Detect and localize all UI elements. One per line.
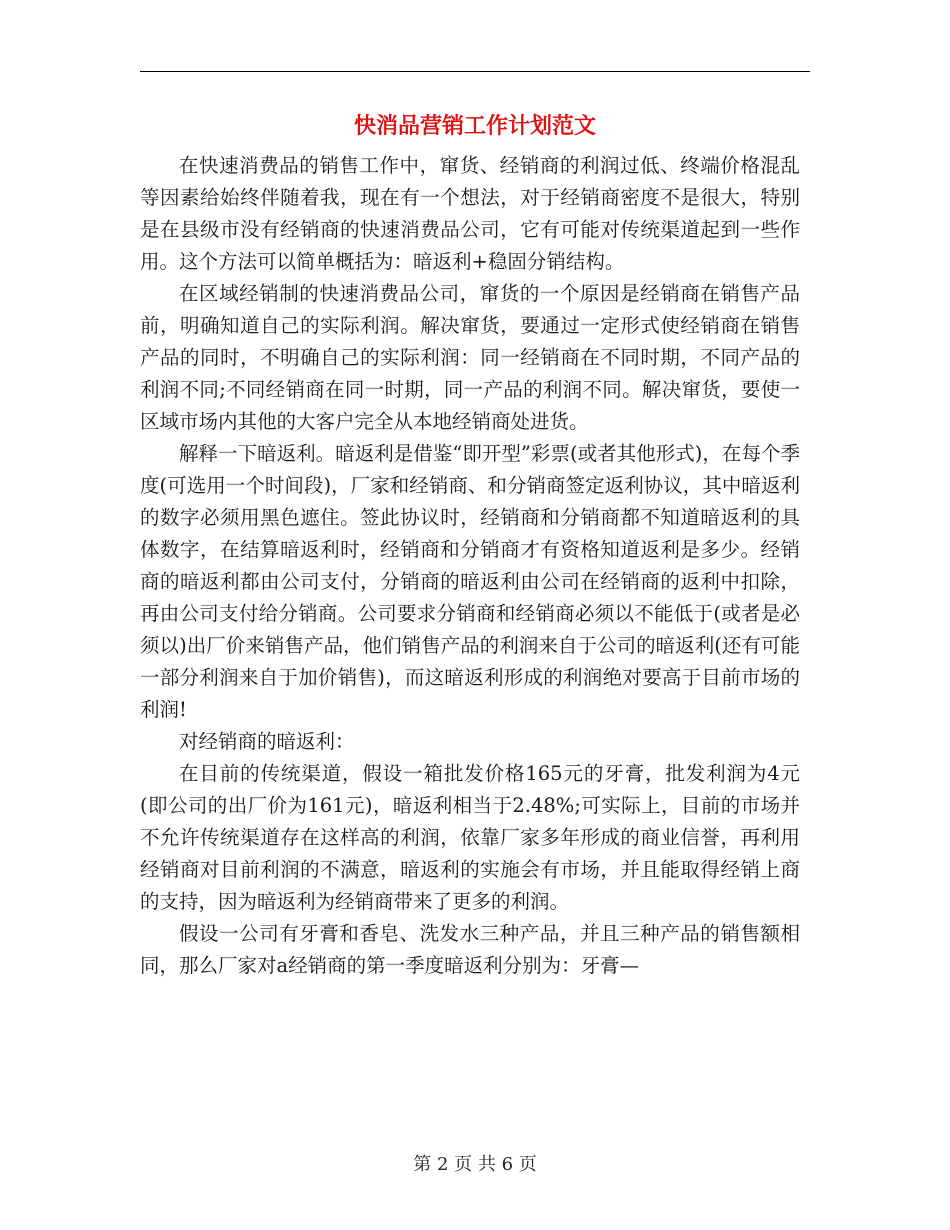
paragraph-dealer-rebate-heading: 对经销商的暗返利： (179, 730, 355, 753)
paragraph-three-products: 假设一公司有牙膏和香皂、洗发水三种产品，并且三种产品的销售额相同，那么厂家对a经销商的第一季度暗返利分别为：牙膏— (140, 922, 800, 977)
paragraph-regional-distribution: 在区域经销制的快速消费品公司，窜货的一个原因是经销商在销售产品前，明确知道自己的实际利润。解决窜货，要通过一定形式使经销商在销售产品的同时，不明确自己的实际利润：同一经销商在不同时期，不同产品的利润不同;不同经销商在同一时期，同一产品的利润不同。解决窜货，要使一区域市场内其他的大客户完全从本地经销商处进货。 (140, 282, 800, 433)
paragraph-toothpaste-example: 在目前的传统渠道，假设一箱批发价格165元的牙膏，批发利润为4元(即公司的出厂价为161元)，暗返利相当于2.48%;可实际上，目前的市场并不允许传统渠道存在这样高的利润，依靠厂家多年形成的商业信誉，再利用经销商对目前利润的不满意，暗返利的实施会有市场，并且能取得经销上商的支持，因为暗返利为经销商带来了更多的利润。 (140, 762, 800, 913)
document-body (140, 150, 800, 982)
page-number: 第 2 页 共 6 页 (413, 1154, 537, 1175)
paragraph-intro: 在快速消费品的销售工作中，窜货、经销商的利润过低、终端价格混乱等因素给始终伴随着我，现在有一个想法，对于经销商密度不是很大，特别是在县级市没有经销商的快速消费品公司，它有可能对传统渠道起到一些作用。这个方法可以简单概括为：暗返利+稳固分销结构。 (140, 154, 800, 273)
paragraph-hidden-rebate-explanation: 解释一下暗返利。暗返利是借鉴“即开型”彩票(或者其他形式)，在每个季度(可选用一个时间段)，厂家和经销商、和分销商签定返利协议，其中暗返利的数字必须用黑色遮住。签此协议时，经销商和分销商都不知道暗返利的具体数字，在结算暗返利时，经销商和分销商才有资格知道返利是多少。经销商的暗返利都由公司支付，分销商的暗返利由公司在经销商的返利中扣除，再由公司支付给分销商。公司要求分销商和经销商必须以不能低于(或者是必须以)出厂价来销售产品，他们销售产品的利润来自于公司的暗返利(还有可能一部分利润来自于加价销售)，而这暗返利形成的利润绝对要高于目前市场的利润! (140, 442, 800, 721)
document-title: 快消品营销工作计划范文 (353, 113, 596, 139)
header-rule (140, 71, 810, 72)
